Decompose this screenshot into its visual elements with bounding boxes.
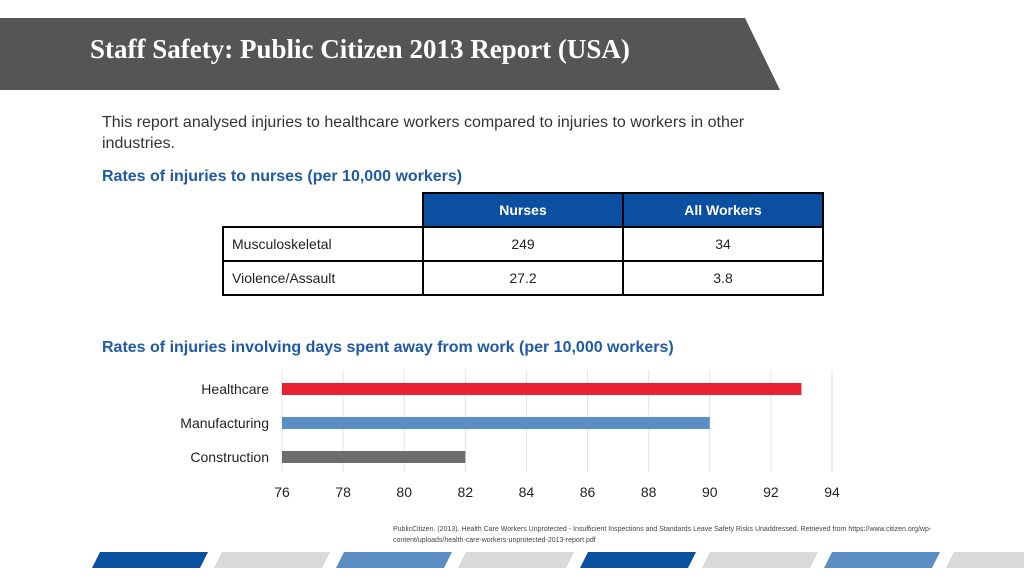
injury-table — [222, 192, 824, 296]
x-tick-label: 80 — [396, 484, 413, 500]
footer-segment — [702, 552, 818, 568]
footer-segment — [946, 552, 1024, 568]
bar-construction — [282, 451, 465, 463]
category-label: Manufacturing — [180, 415, 269, 431]
footer-segment — [336, 552, 452, 568]
table-row — [223, 227, 823, 261]
x-tick-label: 86 — [579, 484, 596, 500]
x-tick-label: 90 — [701, 484, 718, 500]
bar-chart — [150, 366, 870, 506]
footer-segment — [824, 552, 940, 568]
cell-all-workers: 34 — [623, 227, 823, 261]
bar-healthcare — [282, 383, 801, 395]
chart-heading: Rates of injuries involving days spent away from work (per 10,000 workers) — [102, 339, 674, 356]
x-tick-label: 84 — [518, 484, 535, 500]
row-label: Musculoskeletal — [223, 227, 423, 261]
cell-all-workers: 3.8 — [623, 261, 823, 295]
x-tick-label: 76 — [274, 484, 290, 500]
footer-segment — [580, 552, 696, 568]
cell-nurses: 27.2 — [423, 261, 623, 295]
footer-segment — [458, 552, 574, 568]
footer-segment — [92, 552, 208, 568]
column-header-nurses: Nurses — [423, 193, 623, 227]
x-tick-label: 94 — [824, 484, 840, 500]
x-tick-label: 78 — [335, 484, 351, 500]
row-label: Violence/Assault — [223, 261, 423, 295]
table-corner — [223, 193, 423, 227]
x-tick-label: 82 — [457, 484, 474, 500]
bar-manufacturing — [282, 417, 710, 429]
cell-nurses: 249 — [423, 227, 623, 261]
footer-decoration — [92, 552, 1012, 568]
footer-segment — [214, 552, 330, 568]
category-label: Construction — [190, 449, 269, 465]
table-heading: Rates of injuries to nurses (per 10,000 workers) — [102, 168, 463, 185]
intro-text: This report analysed injuries to healthcare workers compared to injuries to workers in other industries. — [102, 114, 745, 152]
table-row — [223, 261, 823, 295]
column-header-all-workers: All Workers — [623, 193, 823, 227]
slide-title: Staff Safety: Public Citizen 2013 Report (USA) — [90, 34, 630, 64]
x-tick-label: 88 — [640, 484, 657, 500]
citation-text: PublicCitizen. (2013). Health Care Workers Unprotected - Insufficient Inspections and Standards Leave Safety Risks Unaddressed. Retrieved from https://www.citizen.org/wp-content/uploads/health-care-workers-unprotected-2013-report.pdf — [393, 526, 932, 544]
table-header-row — [223, 193, 823, 227]
category-label: Healthcare — [201, 381, 269, 397]
x-tick-label: 92 — [763, 484, 779, 500]
